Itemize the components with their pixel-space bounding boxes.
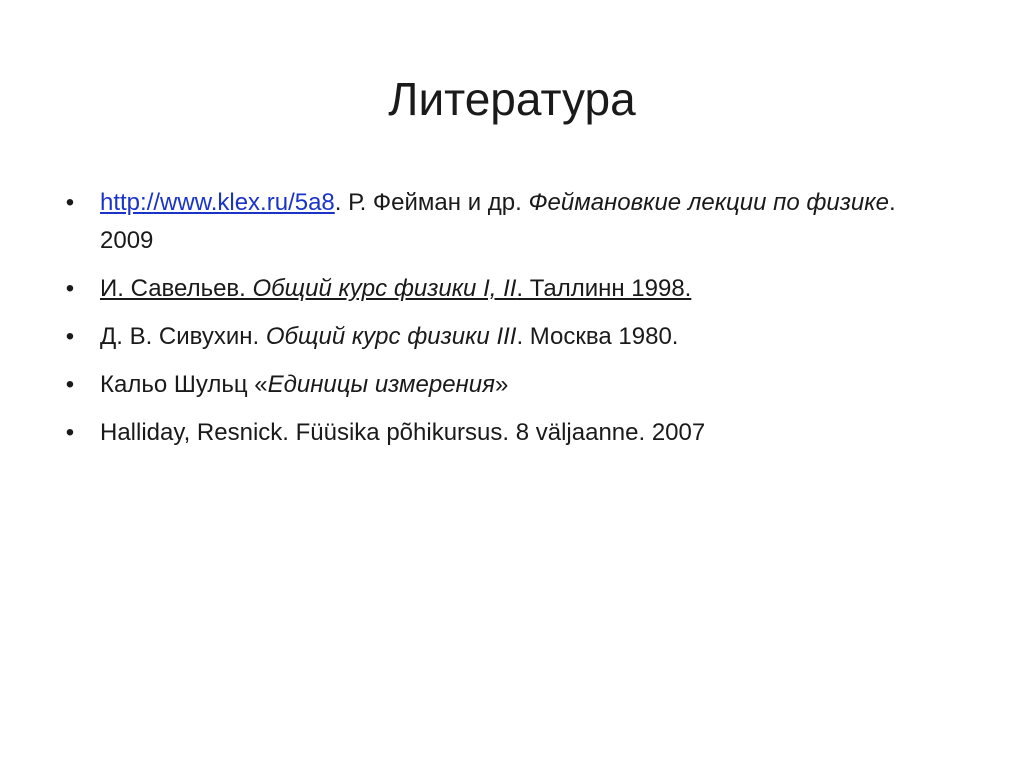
bullet-icon: • — [65, 371, 75, 398]
reference-work: Общий курс физики III — [265, 323, 517, 350]
reference-details: » — [494, 371, 509, 398]
list-item — [62, 414, 932, 452]
reference-list — [62, 184, 932, 462]
reference-work: Единицы измерения — [267, 371, 495, 398]
reference-underlined-entry — [100, 275, 691, 302]
bullet-icon: • — [65, 275, 75, 302]
reference-link[interactable]: http://www.klex.ru/5a8 — [100, 189, 335, 216]
list-item — [62, 366, 932, 404]
reference-author: Кальо Шульц « — [100, 371, 268, 398]
reference-author: Р. Фейман и др. — [341, 189, 529, 216]
reference-author: И. Савельев. — [100, 275, 253, 302]
list-item — [62, 270, 932, 308]
reference-text: Halliday, Resnick. Füüsika põhikursus. 8 väljaanne. 2007 — [100, 419, 706, 446]
reference-separator: . — [334, 189, 342, 216]
reference-work: Общий курс физики I, II — [252, 275, 517, 302]
slide-title: Литература — [388, 73, 636, 125]
bullet-icon: • — [65, 323, 75, 350]
reference-details: . 2009 — [100, 189, 896, 254]
reference-author: Д. В. Сивухин. — [100, 323, 266, 350]
reference-work: Феймановкие лекции по физике — [528, 189, 889, 216]
bullet-icon: • — [65, 419, 75, 446]
reference-details: . Москва 1980. — [516, 323, 679, 350]
reference-details: . Таллинн 1998. — [516, 275, 692, 302]
list-item — [62, 318, 932, 356]
list-item — [62, 184, 932, 260]
bullet-icon: • — [65, 189, 75, 216]
